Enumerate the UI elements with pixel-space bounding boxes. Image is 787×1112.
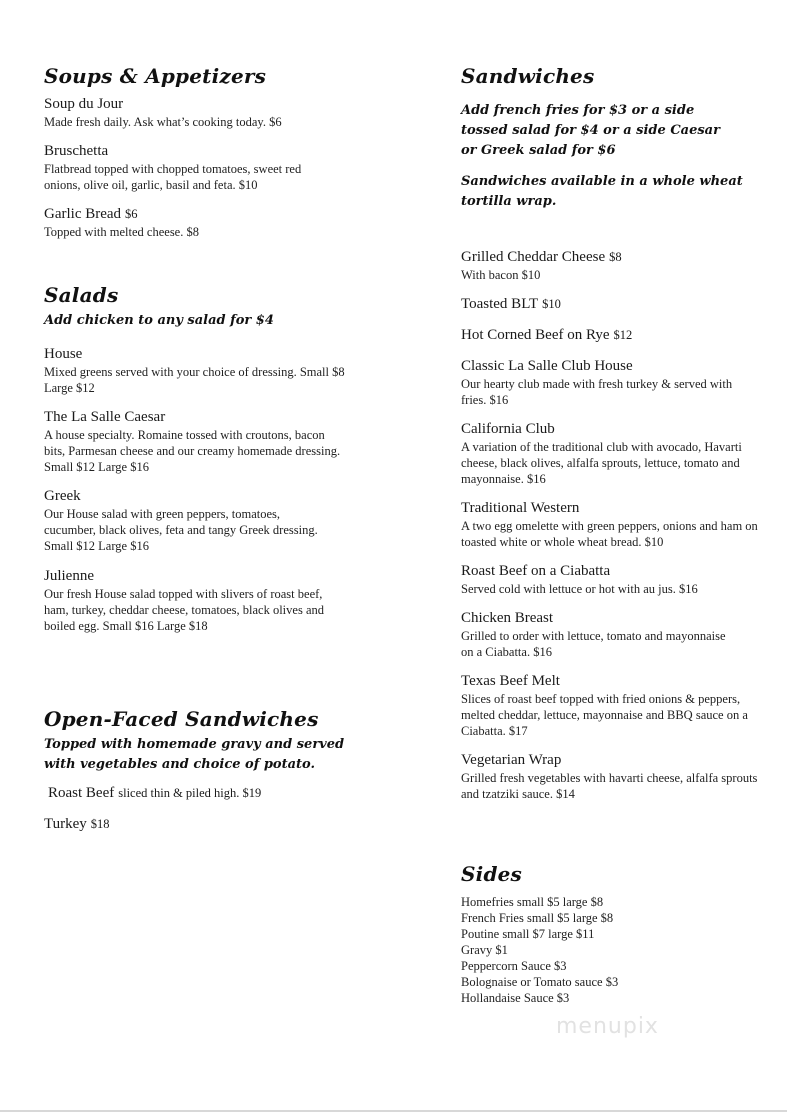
sides-list (461, 894, 618, 1006)
item-name: Vegetarian Wrap (461, 752, 562, 768)
menu-item (461, 296, 766, 313)
item-desc: A two egg omelette with green peppers, onions and ham on toasted white or whole wheat bread. $10 (461, 519, 758, 549)
item-name: California Club (461, 421, 555, 437)
menu-item (44, 96, 349, 130)
side-item: Bolognaise or Tomato sauce $3 (461, 975, 619, 989)
menu-item (44, 346, 349, 396)
side-item: Peppercorn Sauce $3 (461, 959, 567, 973)
item-name: Roast Beef sliced thin & piled high. $19 (48, 785, 262, 801)
item-name: Soup du Jour (44, 96, 124, 112)
item-desc: Slices of roast beef topped with fried onions & peppers, melted cheddar, lettuce, mayonnaise and BBQ sauce on a Ciabatta. $17 (461, 692, 748, 738)
item-desc: Served cold with lettuce or hot with au jus. $16 (461, 582, 698, 596)
item-desc: With bacon $10 (461, 268, 541, 282)
item-name: Garlic Bread $6 (44, 206, 138, 222)
item-name: The La Salle Caesar (44, 409, 166, 425)
item-name: Toasted BLT $10 (461, 296, 561, 312)
sides-title: Sides (461, 862, 523, 886)
item-price: $10 (542, 297, 561, 311)
item-desc: Mixed greens served with your choice of dressing. Small $8 Large $12 (44, 365, 345, 395)
sandwiches-title: Sandwiches (461, 64, 595, 88)
side-item: French Fries small $5 large $8 (461, 911, 614, 925)
menu-item (461, 421, 761, 487)
item-price: $6 (125, 207, 138, 221)
menu-item (461, 673, 761, 739)
item-price: $12 (613, 328, 633, 342)
item-desc: Grilled to order with lettuce, tomato and mayonnaise on a Ciabatta. $16 (461, 629, 726, 659)
menu-item (461, 358, 751, 408)
item-name: Classic La Salle Club House (461, 358, 633, 374)
item-name: House (44, 346, 83, 362)
item-name: Roast Beef on a Ciabatta (461, 563, 611, 579)
salads-note: Add chicken to any salad for $4 (44, 313, 274, 328)
salads-title: Salads (44, 283, 119, 307)
sandwiches-note-sides: Add french fries for $3 or a side tossed salad for $4 or a side Caesar or Greek salad for $6 (461, 103, 720, 158)
item-desc: Our fresh House salad topped with slivers of roast beef, ham, turkey, cheddar cheese, tomatoes, black olives and boiled egg. Small $16 Large $18 (44, 587, 324, 633)
menu-item (461, 500, 761, 550)
item-price: $8 (609, 250, 622, 264)
item-desc: Topped with melted cheese. $8 (44, 225, 199, 239)
item-name: Hot Corned Beef on Rye $12 (461, 327, 633, 343)
item-price: sliced thin & piled high. $19 (118, 786, 262, 800)
item-desc: Made fresh daily. Ask what’s cooking today. $6 (44, 115, 282, 129)
side-item: Poutine small $7 large $11 (461, 927, 595, 941)
side-item: Homefries small $5 large $8 (461, 895, 604, 909)
menu-item (48, 785, 353, 802)
menu-item (461, 610, 731, 660)
item-price: $18 (90, 817, 110, 831)
item-name: Grilled Cheddar Cheese $8 (461, 249, 622, 265)
menu-item (461, 249, 766, 283)
item-name: Turkey $18 (44, 816, 110, 832)
open-faced-note: Topped with homemade gravy and served with vegetables and choice of potato. (44, 737, 345, 772)
watermark-logo: menupix (556, 1014, 659, 1039)
item-name: Greek (44, 488, 81, 504)
menu-item (461, 752, 761, 802)
item-name: Traditional Western (461, 500, 580, 516)
sandwiches-note-wrap: Sandwiches available in a whole wheat tortilla wrap. (461, 174, 743, 209)
menu-item (44, 488, 329, 554)
item-name: Texas Beef Melt (461, 673, 560, 689)
menu-item (44, 568, 339, 634)
item-name: Julienne (44, 568, 94, 584)
soups-title: Soups & Appetizers (44, 64, 267, 88)
item-name: Bruschetta (44, 143, 109, 159)
menu-item (44, 143, 329, 193)
side-item: Hollandaise Sauce $3 (461, 991, 570, 1005)
menu-item (44, 816, 349, 833)
item-desc: A variation of the traditional club with avocado, Havarti cheese, black olives, alfalfa sprouts, lettuce, tomato and mayonnaise. $16 (461, 440, 742, 486)
item-desc: Grilled fresh vegetables with havarti cheese, alfalfa sprouts and tzatziki sauce. $14 (461, 771, 758, 801)
menu-item (461, 327, 766, 344)
item-name: Chicken Breast (461, 610, 554, 626)
menu-item (461, 563, 766, 597)
item-desc: Our hearty club made with fresh turkey & served with fries. $16 (461, 377, 733, 407)
item-desc: A house specialty. Romaine tossed with croutons, bacon bits, Parmesan cheese and our creamy homemade dressing. Small $12 Large $16 (44, 428, 341, 474)
menu-item (44, 409, 349, 475)
item-desc: Our House salad with green peppers, tomatoes, cucumber, black olives, feta and tangy Greek dressing. Small $12 Large $16 (44, 507, 318, 553)
side-item: Gravy $1 (461, 943, 508, 957)
menu-item (44, 206, 349, 240)
open-faced-title: Open-Faced Sandwiches (44, 707, 319, 731)
item-desc: Flatbread topped with chopped tomatoes, sweet red onions, olive oil, garlic, basil and feta. $10 (44, 162, 302, 192)
